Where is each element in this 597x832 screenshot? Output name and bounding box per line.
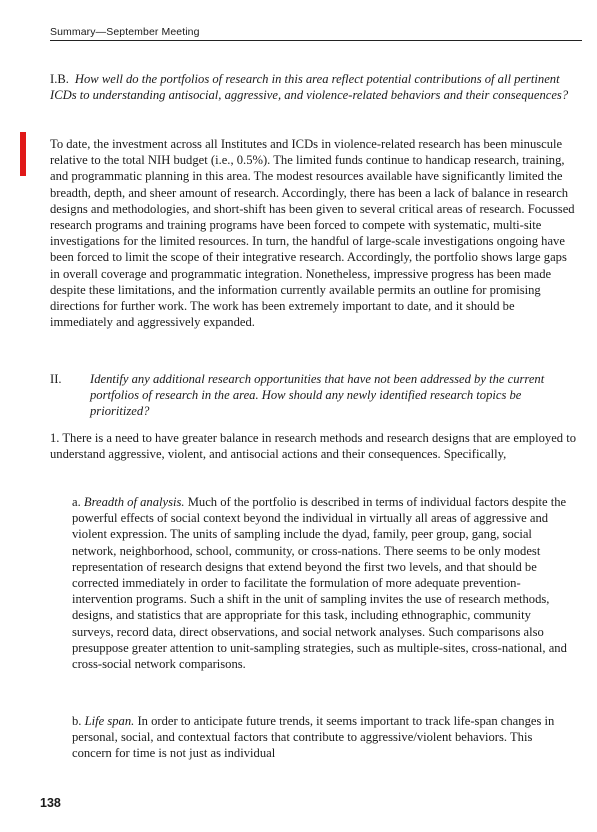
item-b-lead: Life span. [84, 714, 135, 728]
section-ii-number: II. [50, 372, 62, 386]
item-breadth-of-analysis [72, 494, 574, 672]
section-ib-question [50, 71, 578, 103]
paragraph-balance: 1. There is a need to have greater balance in research methods and research designs that are employed to understand aggressive, violent, and antisocial actions and their consequences. Specifically, [50, 431, 577, 462]
revision-change-bar [20, 132, 26, 176]
item-a-lead: Breadth of analysis. [83, 495, 185, 509]
item-life-span [72, 713, 574, 762]
section-ib-question-text: How well do the portfolios of research in this area reflect potential contributions of all pertinent ICDs to understanding antisocial, aggressive, and violence-related behaviors and their consequences? [50, 72, 569, 103]
running-header: Summary—September Meeting [50, 26, 582, 41]
section-ib-number: I.B. [50, 72, 69, 86]
paragraph-investment: To date, the investment across all Institutes and ICDs in violence-related research has been minuscule relative to the total NIH budget (i.e., 0.5%). The limited funds continue to handicap research, training, and programmatic planning in this area. The modest resources available have significantly limited the breadth, depth, and sheer amount of research. Accordingly, there has been a lack of balance in research designs and methodologies, and short-shift has been given to several critical areas of research. Focussed research programs and training programs have been forced to compete with systematic, multi-site investigations for the limited resources. In turn, the handful of large-scale investigations ongoing have been forced to limit the scope of their integrative research. Accordingly, the portfolio shows large gaps in overall coverage and programmatic integration. Nonetheless, impressive progress has been made despite these limitations, and the information currently available permits an outline for promising directions for further work. The work has been extremely important to date, and it should be immediately and aggressively expanded. [50, 137, 575, 330]
item-a-label: a. [72, 495, 81, 509]
item-b-label: b. [72, 714, 82, 728]
item-b-text: In order to anticipate future trends, it seems important to track life-span changes in personal, social, and contextual factors that contribute to aggressive/violent behaviors. This concern for time is not just as individual [72, 714, 555, 761]
section-ii-question-text: Identify any additional research opportunities that have not been addressed by the current portfolios of research in the area. How should any newly identified research topics be prioritized? [90, 372, 545, 419]
page-number: 138 [40, 796, 61, 810]
item-a-text: Much of the portfolio is described in terms of individual factors despite the powerful effects of social context beyond the individual in virtually all areas of aggressive and violent expression. The units of sampling include the dyad, family, peer group, gang, social network, neighborhood, school, community, or cross-nations. There seems to be only modest representation of research designs that extend beyond the first two levels, and that should be corrected immediately in order to facilitate the formulation of more adequate prevention-intervention programs. Such a shift in the unit of sampling invites the use of research methods, designs, and statistics that are appropriate for this task, including ethnographic, community surveys, record data, direct observations, and social network analyses. Such comparisons also presuppose greater attention to unit-sampling strategies, such as multiple-sites, cross-national, and cross-social network comparisons. [72, 495, 567, 672]
